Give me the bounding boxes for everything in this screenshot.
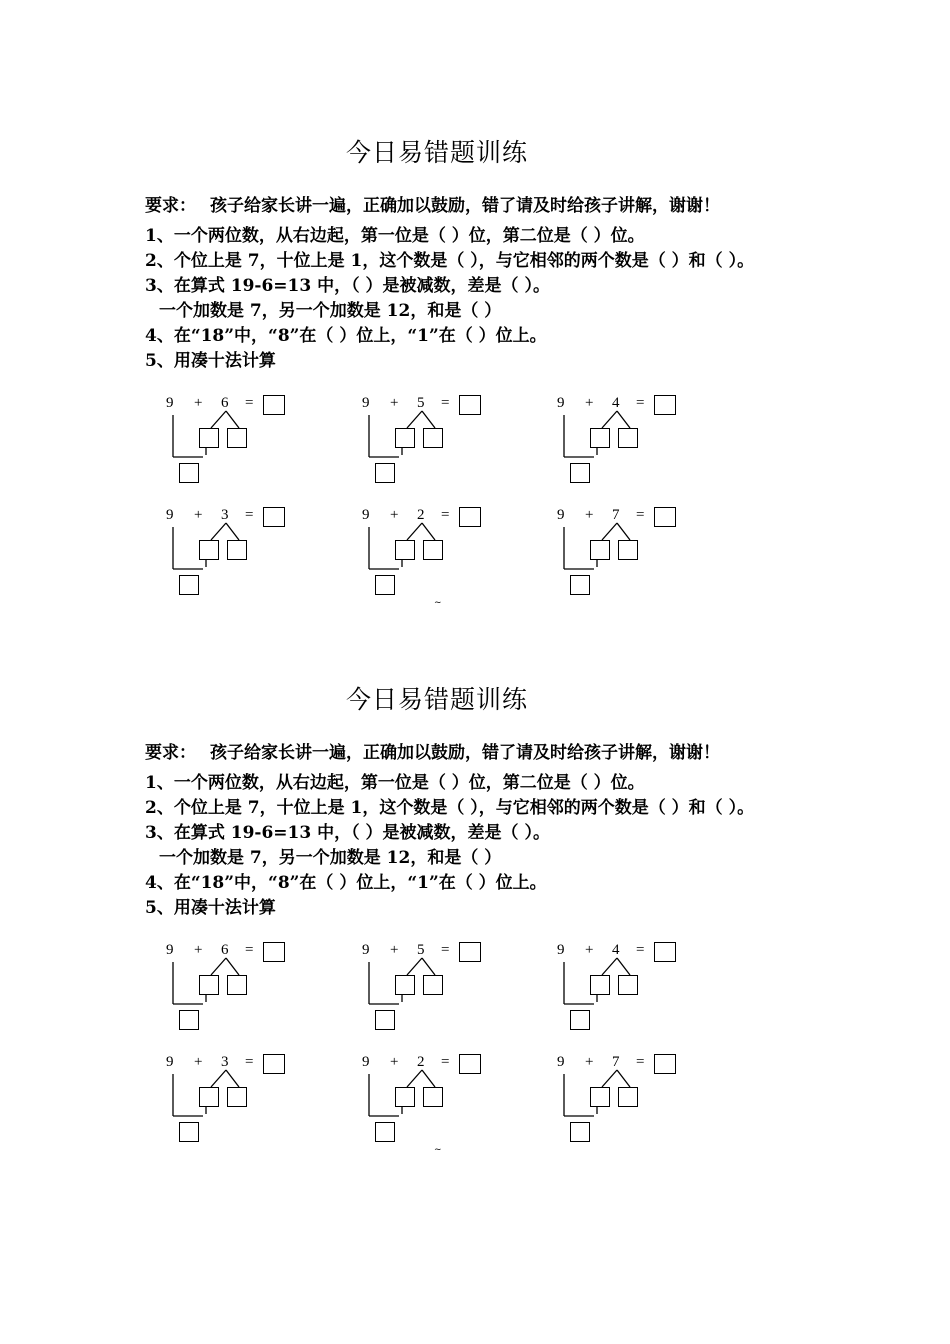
question-4: 4、在“18”中，“8”在（ ）位上，“1”在（ ）位上。 — [145, 326, 547, 346]
addend-1: 9 — [362, 395, 370, 411]
addend-1: 9 — [166, 395, 174, 411]
split-box-right[interactable] — [227, 428, 247, 448]
equals-sign: = — [245, 1054, 254, 1070]
answer-box[interactable] — [459, 942, 481, 962]
question-3b: 一个加数是 7，另一个加数是 12，和是（ ） — [159, 848, 502, 868]
addend-1: 9 — [557, 507, 565, 523]
split-box-left[interactable] — [199, 428, 219, 448]
question-2: 2、个位上是 7，十位上是 1，这个数是（ ），与它相邻的两个数是（ ）和（ ）。 — [145, 798, 755, 818]
ten-sum-box[interactable] — [375, 1122, 395, 1142]
make-ten-problem — [557, 395, 707, 495]
requirement-line — [145, 191, 720, 216]
equals-sign: = — [245, 942, 254, 958]
plus-sign: + — [194, 942, 203, 958]
plus-sign: + — [390, 507, 399, 523]
equals-sign: = — [245, 507, 254, 523]
worksheet-1 — [0, 0, 950, 608]
plus-sign: + — [194, 1054, 203, 1070]
equals-sign: = — [441, 507, 450, 523]
question-4: 4、在“18”中，“8”在（ ）位上，“1”在（ ）位上。 — [145, 873, 547, 893]
requirement-line — [145, 738, 720, 763]
plus-sign: + — [390, 395, 399, 411]
question-5: 5、用凑十法计算 — [145, 898, 276, 918]
split-box-left[interactable] — [395, 975, 415, 995]
addend-1: 9 — [557, 395, 565, 411]
split-box-right[interactable] — [618, 975, 638, 995]
ten-sum-box[interactable] — [570, 1010, 590, 1030]
addend-1: 9 — [362, 507, 370, 523]
split-box-right[interactable] — [227, 975, 247, 995]
split-box-left[interactable] — [590, 975, 610, 995]
question-2: 2、个位上是 7，十位上是 1，这个数是（ ），与它相邻的两个数是（ ）和（ ）。 — [145, 251, 755, 271]
make-ten-problem — [166, 1054, 316, 1154]
requirement-label: 要求： — [145, 743, 196, 763]
answer-box[interactable] — [263, 395, 285, 415]
make-ten-problem — [557, 942, 707, 1042]
addend-1: 9 — [362, 942, 370, 958]
answer-box[interactable] — [459, 507, 481, 527]
question-3: 3、在算式 19-6=13 中，（ ）是被减数，差是（ ）。 — [145, 823, 550, 843]
addend-1: 9 — [166, 942, 174, 958]
plus-sign: + — [585, 1054, 594, 1070]
addend-2: 6 — [221, 942, 229, 958]
addend-2: 3 — [221, 507, 229, 523]
addend-2: 6 — [221, 395, 229, 411]
plus-sign: + — [585, 395, 594, 411]
question-3: 3、在算式 19-6=13 中，（ ）是被减数，差是（ ）。 — [145, 276, 550, 296]
answer-box[interactable] — [459, 1054, 481, 1074]
equals-sign: = — [636, 942, 645, 958]
ten-sum-box[interactable] — [570, 463, 590, 483]
stray-mark: ~ — [434, 1145, 442, 1155]
equals-sign: = — [636, 507, 645, 523]
question-1: 1、一个两位数，从右边起，第一位是（ ）位，第二位是（ ）位。 — [145, 773, 645, 793]
split-box-left[interactable] — [590, 428, 610, 448]
addend-1: 9 — [166, 507, 174, 523]
make-ten-problem — [166, 942, 316, 1042]
addend-1: 9 — [362, 1054, 370, 1070]
ten-sum-box[interactable] — [375, 1010, 395, 1030]
ten-sum-box[interactable] — [179, 1010, 199, 1030]
answer-box[interactable] — [654, 395, 676, 415]
answer-box[interactable] — [459, 395, 481, 415]
addend-1: 9 — [557, 1054, 565, 1070]
make-ten-problem — [362, 395, 512, 495]
split-box-left[interactable] — [395, 428, 415, 448]
make-ten-problem — [166, 395, 316, 495]
question-5: 5、用凑十法计算 — [145, 351, 276, 371]
equals-sign: = — [441, 942, 450, 958]
addend-2: 7 — [612, 507, 620, 523]
worksheet-title: 今日易错题训练 — [345, 138, 528, 167]
answer-box[interactable] — [654, 507, 676, 527]
plus-sign: + — [390, 942, 399, 958]
addend-2: 7 — [612, 1054, 620, 1070]
equals-sign: = — [636, 395, 645, 411]
equals-sign: = — [441, 395, 450, 411]
split-box-right[interactable] — [423, 428, 443, 448]
addend-2: 3 — [221, 1054, 229, 1070]
split-box-left[interactable] — [590, 1087, 610, 1107]
stray-mark: ~ — [434, 598, 442, 608]
answer-box[interactable] — [263, 507, 285, 527]
worksheet-2 — [0, 547, 950, 1155]
ten-sum-box[interactable] — [179, 463, 199, 483]
addend-1: 9 — [557, 942, 565, 958]
addend-2: 4 — [612, 395, 620, 411]
question-1: 1、一个两位数，从右边起，第一位是（ ）位，第二位是（ ）位。 — [145, 226, 645, 246]
split-box-right[interactable] — [423, 1087, 443, 1107]
answer-box[interactable] — [263, 942, 285, 962]
addend-2: 2 — [417, 507, 425, 523]
addend-2: 2 — [417, 1054, 425, 1070]
ten-sum-box[interactable] — [179, 1122, 199, 1142]
make-ten-problem — [557, 1054, 707, 1154]
split-box-right[interactable] — [618, 428, 638, 448]
equals-sign: = — [441, 1054, 450, 1070]
addend-2: 5 — [417, 395, 425, 411]
plus-sign: + — [585, 507, 594, 523]
ten-sum-box[interactable] — [375, 463, 395, 483]
make-ten-problem — [362, 942, 512, 1042]
requirement-text: 孩子给家长讲一遍，正确加以鼓励，错了请及时给孩子讲解，谢谢！ — [210, 743, 720, 763]
plus-sign: + — [585, 942, 594, 958]
answer-box[interactable] — [654, 942, 676, 962]
addend-2: 4 — [612, 942, 620, 958]
split-box-left[interactable] — [395, 1087, 415, 1107]
plus-sign: + — [194, 395, 203, 411]
requirement-text: 孩子给家长讲一遍，正确加以鼓励，错了请及时给孩子讲解，谢谢！ — [210, 196, 720, 216]
addend-1: 9 — [166, 1054, 174, 1070]
split-box-left[interactable] — [199, 975, 219, 995]
worksheet-title: 今日易错题训练 — [345, 685, 528, 714]
requirement-label: 要求： — [145, 196, 196, 216]
split-box-right[interactable] — [423, 975, 443, 995]
ten-sum-box[interactable] — [570, 1122, 590, 1142]
equals-sign: = — [636, 1054, 645, 1070]
plus-sign: + — [390, 1054, 399, 1070]
split-box-right[interactable] — [227, 1087, 247, 1107]
answer-box[interactable] — [263, 1054, 285, 1074]
make-ten-problem — [362, 1054, 512, 1154]
question-3b: 一个加数是 7，另一个加数是 12，和是（ ） — [159, 301, 502, 321]
addend-2: 5 — [417, 942, 425, 958]
split-box-right[interactable] — [618, 1087, 638, 1107]
answer-box[interactable] — [654, 1054, 676, 1074]
split-box-left[interactable] — [199, 1087, 219, 1107]
plus-sign: + — [194, 507, 203, 523]
equals-sign: = — [245, 395, 254, 411]
